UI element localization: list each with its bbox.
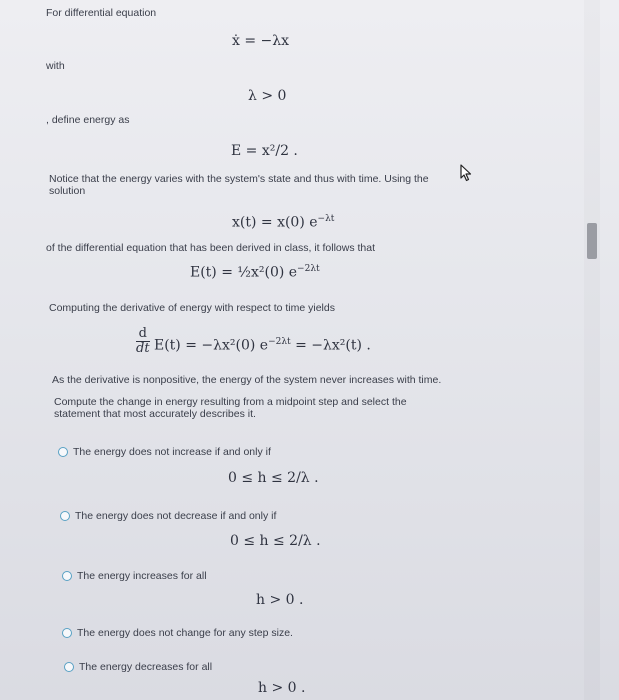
option-3-label: The energy increases for all (77, 570, 207, 582)
scrollbar-thumb[interactable] (587, 223, 597, 259)
option-2-radio[interactable] (60, 510, 276, 522)
equation-solution-exponent: −λt (317, 214, 335, 224)
equation-energy-time (190, 264, 320, 281)
equation-solution (232, 214, 334, 231)
compute-text-line2: statement that most accurately describes it. (54, 408, 256, 420)
option-4-label: The energy does not change for any step size. (77, 627, 293, 639)
mouse-cursor-icon (459, 164, 473, 182)
with-text: with (46, 60, 65, 72)
option-3-math: h > 0 . (256, 592, 304, 608)
derived-text: of the differential equation that has been derived in class, it follows that (46, 242, 376, 254)
option-2-math: 0 ≤ h ≤ 2/λ . (230, 533, 321, 549)
notice-text-line2: solution (49, 185, 86, 197)
option-5-math: h > 0 . (258, 680, 306, 696)
equation-solution-main: x(t) = x(0) e (232, 214, 318, 231)
notice-text-line1: Notice that the energy varies with the system's state and thus with time. Using the (49, 173, 429, 185)
radio-circle-icon[interactable] (62, 571, 72, 581)
equation-derivative (154, 337, 371, 354)
intro-text: For differential equation (46, 7, 157, 19)
option-1-label: The energy does not increase if and only if (73, 446, 271, 458)
option-4-radio[interactable] (62, 627, 293, 639)
computing-text: Computing the derivative of energy with respect to time yields (49, 302, 335, 314)
option-5-radio[interactable] (64, 661, 212, 673)
equation-energy-time-exponent: −2λt (297, 264, 320, 274)
equation-lambda: λ > 0 (248, 88, 287, 104)
radio-circle-icon[interactable] (60, 511, 70, 521)
equation-energy: E = x²/2 . (231, 143, 298, 159)
equation-energy-time-main: E(t) = ½x²(0) e (190, 264, 298, 281)
equation-derivative-exponent: −2λt (268, 337, 291, 347)
radio-circle-icon[interactable] (64, 662, 74, 672)
option-3-radio[interactable] (62, 570, 207, 582)
define-text: , define energy as (46, 114, 130, 126)
compute-text-line1: Compute the change in energy resulting from a midpoint step and select the (54, 396, 407, 408)
equation-ode: ẋ = −λx (232, 33, 290, 49)
option-1-radio[interactable] (58, 446, 271, 458)
derivative-denominator: dt (136, 341, 150, 356)
derivative-fraction (136, 327, 150, 356)
option-1-math: 0 ≤ h ≤ 2/λ . (228, 470, 319, 486)
radio-circle-icon[interactable] (62, 628, 72, 638)
scroll-track[interactable] (584, 0, 600, 700)
equation-derivative-tail: = −λx²(t) . (295, 337, 371, 354)
radio-circle-icon[interactable] (58, 447, 68, 457)
equation-derivative-main: E(t) = −λx²(0) e (154, 337, 269, 354)
option-5-label: The energy decreases for all (79, 661, 213, 673)
derivative-numerator: d (136, 327, 150, 342)
nonpositive-text: As the derivative is nonpositive, the energy of the system never increases with time. (52, 374, 442, 386)
option-2-label: The energy does not decrease if and only if (75, 510, 277, 522)
